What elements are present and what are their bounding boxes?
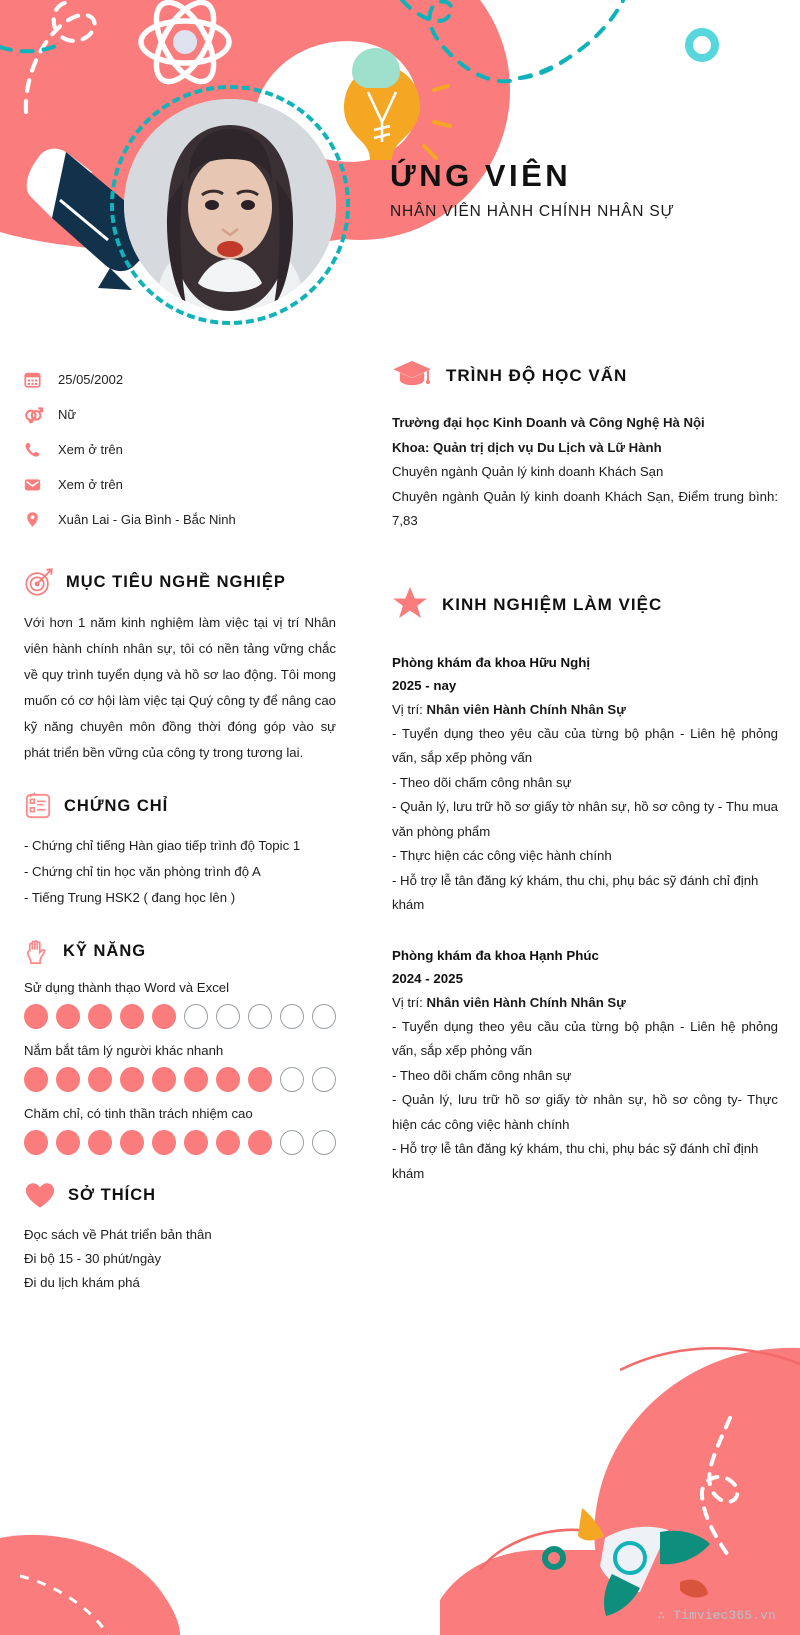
rating-dot	[184, 1067, 208, 1092]
contact-item-phone	[24, 432, 336, 467]
rating-dot	[56, 1004, 80, 1029]
rating-dot	[280, 1130, 304, 1155]
rating-dot	[24, 1067, 48, 1092]
certificate-item: - Chứng chỉ tiếng Hàn giao tiếp trình độ Topic 1	[24, 838, 301, 853]
education-faculty: Khoa: Quản trị dịch vụ Du Lịch và Lữ Hành	[392, 439, 662, 455]
position-value: Nhân viên Hành Chính Nhân Sự	[426, 994, 626, 1010]
responsibility: - Quản lý, lưu trữ hồ sơ giấy tờ nhân sự, hồ sơ công ty- Thực hiện các công việc hành chính	[392, 1092, 778, 1132]
rating-dot	[152, 1130, 176, 1155]
position-line	[392, 990, 778, 1015]
left-column	[24, 362, 336, 1295]
section-title: MỤC TIÊU NGHỀ NGHIỆP	[66, 572, 286, 591]
section-header-experience	[392, 586, 778, 625]
hobby-item: Đọc sách về Phát triển bản thân	[24, 1227, 212, 1242]
footer-decoration	[0, 1300, 800, 1635]
rating-dot	[24, 1004, 48, 1029]
avatar	[110, 85, 350, 325]
skill-label: Chăm chỉ, có tinh thần trách nhiệm cao	[24, 1106, 253, 1121]
name-block	[390, 158, 675, 221]
education-detail: Chuyên ngành Quản lý kinh doanh Khách Sạn, Điểm trung bình: 7,83	[392, 488, 778, 528]
skill-rating	[24, 1004, 336, 1029]
hobby-item: Đi bộ 15 - 30 phút/ngày	[24, 1251, 162, 1266]
section-title: TRÌNH ĐỘ HỌC VẤN	[446, 365, 628, 385]
contact-value: Xuân Lai - Gia Bình - Bắc Ninh	[58, 512, 236, 527]
contact-value: Xem ở trên	[58, 477, 123, 492]
rating-dot	[152, 1004, 176, 1029]
calendar-icon	[24, 371, 58, 388]
rating-dot	[312, 1004, 336, 1029]
rating-dot	[120, 1130, 144, 1155]
contact-item-gender	[24, 397, 336, 432]
position-label: Vị trí:	[392, 994, 423, 1010]
responsibility: - Tuyển dụng theo yêu cầu của từng bộ phận - Liên hệ phỏng vấn, sắp xếp phỏng vấn	[392, 725, 778, 765]
skill-rating	[24, 1067, 336, 1092]
responsibility: - Theo dõi chấm công nhân sự	[392, 774, 572, 790]
certificate-item: - Tiếng Trung HSK2 ( đang học lên )	[24, 890, 236, 905]
section-title: KỸ NĂNG	[63, 942, 147, 960]
rating-dot	[216, 1130, 240, 1155]
certificate-item: - Chứng chỉ tin học văn phòng trình độ A	[24, 864, 261, 879]
responsibility: - Tuyển dụng theo yêu cầu của từng bộ phận - Liên hệ phỏng vấn, sắp xếp phỏng vấn	[392, 1018, 778, 1058]
phone-icon	[24, 441, 58, 458]
rating-dot	[248, 1067, 272, 1092]
position-value: Nhân viên Hành Chính Nhân Sự	[426, 701, 626, 717]
hobby-item: Đi du lịch khám phá	[24, 1275, 140, 1290]
contact-value: Nữ	[58, 407, 77, 422]
responsibility: - Thực hiện các công việc hành chính	[392, 848, 612, 863]
skill-item	[24, 980, 336, 1029]
location-icon	[24, 511, 58, 528]
position-line	[392, 697, 778, 722]
skill-item	[24, 1043, 336, 1092]
rating-dot	[184, 1130, 208, 1155]
section-header-objective	[24, 567, 336, 597]
responsibility: - Hỗ trợ lễ tân đăng ký khám, thu chi, phụ bác sỹ đánh chỉ định khám	[392, 872, 759, 912]
rating-dot	[216, 1004, 240, 1029]
rating-dot	[216, 1067, 240, 1092]
rating-dot	[152, 1067, 176, 1092]
section-header-certificates	[24, 792, 336, 820]
contact-value: Xem ở trên	[58, 442, 123, 457]
contact-list	[24, 362, 336, 537]
company-name: Phòng khám đa khoa Hạnh Phúc	[392, 947, 599, 963]
responsibility: - Theo dõi chấm công nhân sự	[392, 1067, 572, 1083]
responsibility: - Quản lý, lưu trữ hồ sơ giấy tờ nhân sự, hồ sơ công ty - Thu mua văn phòng phẩm	[392, 799, 778, 839]
heart-icon	[24, 1181, 56, 1210]
rating-dot	[312, 1067, 336, 1092]
contact-item-birthdate	[24, 362, 336, 397]
objective-text: Với hơn 1 năm kinh nghiệm làm việc tại vị trí Nhân viên hành chính nhân sự, tôi có nền tảng vững chắc về quy trình tuyển dụng và hồ sơ lao động. Tôi mong muốn có cơ hội làm việc tại Quý công ty để nâng cao kỹ năng chuyên môn đồng thời đóng góp vào sự phát triển bền vững của công ty trong tương lai.	[24, 615, 336, 760]
skill-label: Nắm bắt tâm lý người khác nhanh	[24, 1043, 224, 1058]
page-title: ỨNG VIÊN	[390, 158, 572, 193]
rating-dot	[120, 1067, 144, 1092]
education-detail: Chuyên ngành Quản lý kinh doanh Khách Sạn	[392, 464, 664, 479]
gender-icon	[24, 405, 58, 424]
rating-dot	[24, 1130, 48, 1155]
hand-icon	[24, 937, 51, 966]
education-school: Trường đại học Kinh Doanh và Công Nghệ Hà Nội	[392, 415, 705, 430]
contact-item-address	[24, 502, 336, 537]
section-header-hobbies	[24, 1181, 336, 1210]
rating-dot	[56, 1067, 80, 1092]
employment-period: 2025 - nay	[392, 677, 457, 693]
rating-dot	[184, 1004, 208, 1029]
company-name: Phòng khám đa khoa Hữu Nghị	[392, 654, 591, 670]
contact-item-email	[24, 467, 336, 502]
employment-period: 2024 - 2025	[392, 970, 463, 986]
skill-rating	[24, 1130, 336, 1155]
graduation-cap-icon	[392, 358, 432, 393]
atom-core	[173, 30, 197, 54]
job-title: NHÂN VIÊN HÀNH CHÍNH NHÂN SỰ	[390, 203, 675, 220]
skill-item	[24, 1106, 336, 1155]
target-icon	[24, 567, 54, 597]
rating-dot	[88, 1004, 112, 1029]
email-icon	[24, 476, 58, 493]
watermark: ∴ Timviec365.vn	[657, 1609, 776, 1623]
avatar-photo	[124, 99, 336, 311]
rating-dot	[280, 1004, 304, 1029]
responsibility: - Hỗ trợ lễ tân đăng ký khám, thu chi, phụ bác sỹ đánh chỉ định khám	[392, 1141, 759, 1181]
teal-ring-icon	[689, 32, 715, 58]
right-column	[392, 358, 778, 1186]
skill-label: Sử dụng thành thạo Word và Excel	[24, 980, 230, 995]
footer-shapes	[0, 1300, 800, 1635]
rating-dot	[280, 1067, 304, 1092]
rating-dot	[120, 1004, 144, 1029]
rating-dot	[248, 1130, 272, 1155]
rating-dot	[88, 1067, 112, 1092]
contact-value: 25/05/2002	[58, 372, 124, 387]
section-title: CHỨNG CHỈ	[64, 796, 169, 815]
section-header-skills	[24, 937, 336, 966]
experience-item	[392, 944, 778, 1187]
rating-dot	[56, 1130, 80, 1155]
star-icon	[392, 586, 428, 625]
experience-item	[392, 651, 778, 918]
rating-dot	[248, 1004, 272, 1029]
section-title: SỞ THÍCH	[68, 1186, 157, 1204]
checklist-icon	[24, 792, 52, 820]
position-label: Vị trí:	[392, 701, 423, 717]
section-title: KINH NGHIỆM LÀM VIỆC	[442, 595, 663, 614]
education-body	[392, 411, 778, 534]
section-header-education	[392, 358, 778, 393]
rating-dot	[88, 1130, 112, 1155]
rating-dot	[312, 1130, 336, 1155]
